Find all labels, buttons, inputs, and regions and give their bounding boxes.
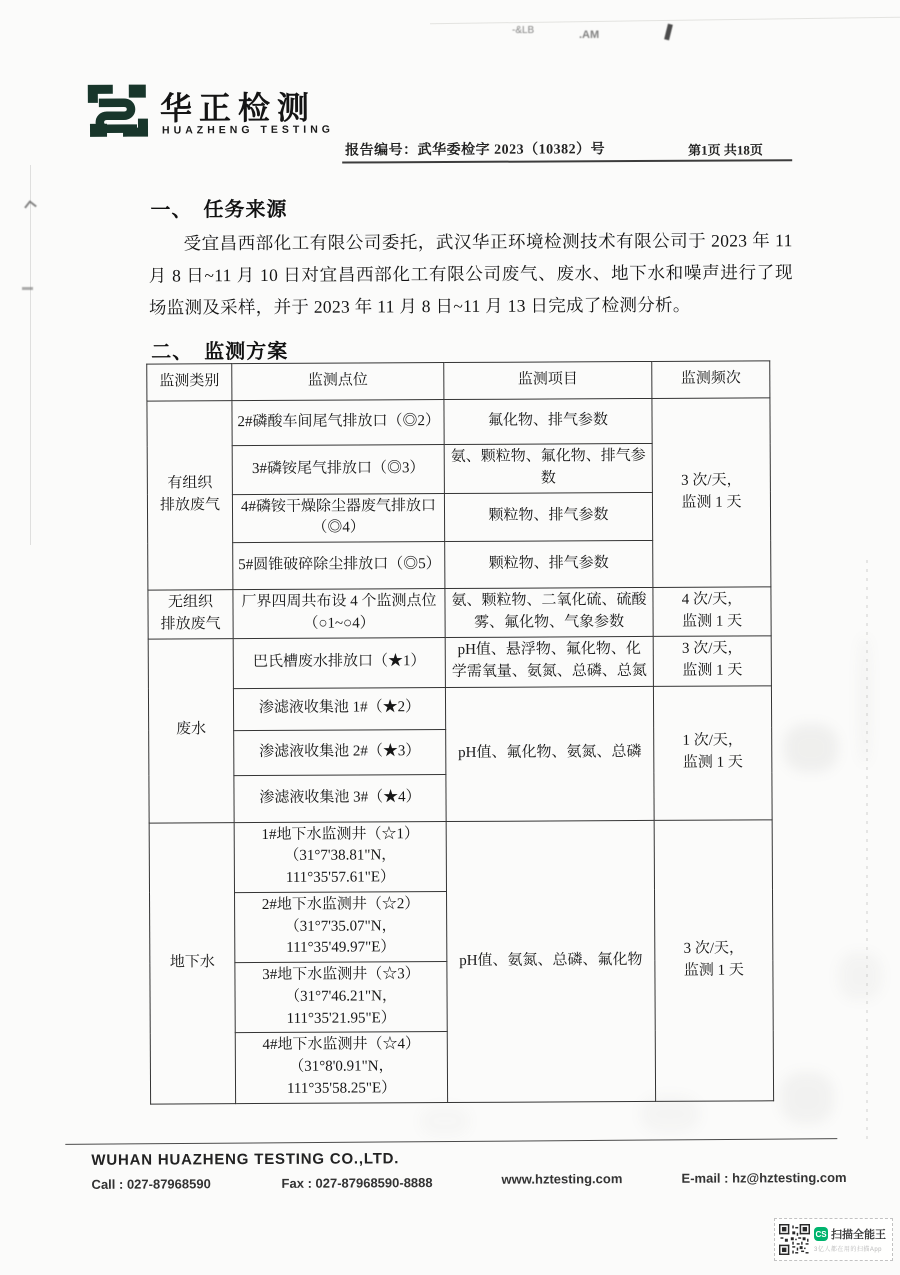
camscanner-subtitle: 3亿人都在用的扫描App	[814, 1247, 883, 1253]
cell-point-leachate3: 渗滤液收集池 3#（★4）	[234, 774, 446, 822]
bleedthrough-fragment: .AM	[579, 29, 600, 41]
qr-code	[779, 1224, 810, 1255]
header-rule	[342, 159, 792, 163]
footer-rule	[65, 1138, 837, 1145]
table-row	[149, 819, 772, 893]
section2-heading: 二、 监测方案	[151, 340, 289, 364]
scan-smudge	[420, 1105, 470, 1137]
cell-point-well2: 2#地下水监测井（☆2） （31°7'35.07"N，111°35'49.97"E）	[235, 891, 447, 962]
cell-point-well4: 4#地下水监测井（☆4） （31°8'0.91"N，111°35'58.25"E）	[235, 1032, 447, 1103]
cell-point-leachate1: 渗滤液收集池 1#（★2）	[233, 687, 445, 730]
cell-point-well3: 3#地下水监测井（☆3） （31°7'46.21"N，111°35'21.95"E）	[235, 962, 447, 1033]
cell-freq-organized: 3 次/天， 监测 1 天	[652, 398, 771, 588]
cell-items-2-phosphoric: 氟化物、排气参数	[444, 398, 652, 444]
cell-freq-unorganized: 4 次/天， 监测 1 天	[653, 587, 771, 636]
cell-point-2-phosphoric: 2#磷酸车间尾气排放口（◎2）	[232, 400, 444, 446]
scan-smudge	[838, 952, 882, 1000]
footer-email: E-mail : hz@hztesting.com	[681, 1169, 847, 1186]
stray-mark	[22, 287, 33, 290]
cell-items-leachate: pH值、氟化物、氨氮、总磷	[445, 686, 654, 821]
table-row	[148, 587, 771, 639]
cell-point-leachate2: 渗滤液收集池 2#（★3）	[234, 729, 446, 775]
cell-freq-wells: 3 次/天， 监测 1 天	[654, 819, 773, 1101]
camscanner-title: 扫描全能王	[831, 1229, 886, 1241]
col-header-item: 监测项目	[444, 361, 652, 399]
cell-category-wastewater: 废水	[148, 638, 234, 822]
cell-point-boundary: 厂界四周共布设 4 个监测点位 （○1~○4）	[233, 589, 445, 639]
section1-paragraph: 受宜昌西部化工有限公司委托，武汉华正环境检测技术有限公司于 2023 年 11 月 8 日~11 月 10 日对宜昌西部化工有限公司废气、废水、地下水和噪声进行了现场监测及采样，并于 2023 年 11 月 8 日~11 月 13 日完成了检测分析。	[148, 230, 793, 318]
cell-point-5-crusher: 5#圆锥破碎除尘排放口（◎5）	[233, 542, 445, 590]
col-header-category: 监测类别	[147, 364, 232, 401]
scan-smudge	[640, 1095, 700, 1133]
huazheng-logo-icon	[86, 82, 150, 140]
monitoring-plan-table	[146, 360, 774, 1104]
scan-smudge	[780, 1072, 834, 1124]
cell-freq-pasteur: 3 次/天， 监测 1 天	[653, 635, 771, 686]
footer-website: www.hztesting.com	[501, 1171, 623, 1187]
cell-items-boundary: 氨、颗粒物、二氧化硫、硫酸雾、氟化物、气象参数	[445, 587, 653, 637]
table-row	[147, 398, 770, 446]
scan-smudge	[784, 724, 838, 772]
cell-category-groundwater: 地下水	[149, 822, 235, 1103]
footer-phone: Call : 027-87968590	[91, 1176, 211, 1192]
cell-point-4-dryer: 4#磷铵干燥除尘器废气排放口 （◎4）	[232, 493, 444, 543]
cell-point-3-ammonium: 3#磷铵尾气排放口（◎3）	[232, 445, 444, 495]
section1-heading: 一、 任务来源	[150, 198, 288, 222]
bleedthrough-fragment: -&LB	[512, 25, 535, 36]
report-number: 报告编号：武华委检字 2023（10382）号	[345, 142, 606, 159]
cell-freq-leachate: 1 次/天， 监测 1 天	[653, 685, 772, 820]
cell-category-unorganized: 无组织 排放废气	[148, 590, 233, 639]
footer-fax: Fax : 027-87968590-8888	[281, 1175, 433, 1191]
table-row	[148, 635, 771, 688]
cell-point-well1: 1#地下水监测井（☆1） （31°7'38.81"N，111°35'57.61"E）	[234, 821, 446, 892]
company-name: WUHAN HUAZHENG TESTING CO.,LTD.	[91, 1150, 400, 1169]
scan-artifact-strip	[866, 560, 868, 1140]
table-row	[148, 685, 771, 730]
cell-category-organized: 有组织 排放废气	[147, 401, 233, 590]
camscanner-watermark	[774, 1218, 893, 1261]
page-number: 第1页 共18页	[688, 142, 763, 158]
cell-items-wells: pH值、氨氮、总磷、氟化物	[446, 820, 655, 1102]
page-edge-line	[30, 165, 31, 545]
cell-items-4-dryer: 颗粒物、排气参数	[444, 492, 652, 542]
col-header-frequency: 监测频次	[652, 361, 770, 399]
cell-items-3-ammonium: 氨、颗粒物、氟化物、排气参数	[444, 443, 652, 493]
scan-smudge	[858, 636, 871, 764]
logo-english-text: HUAZHENG TESTING	[161, 123, 334, 137]
cell-items-5-crusher: 颗粒物、排气参数	[445, 540, 653, 588]
col-header-point: 监测点位	[232, 363, 444, 401]
cell-items-pasteur: pH值、悬浮物、氟化物、化学需氧量、氨氮、总磷、总氮	[445, 636, 653, 687]
logo-chinese-text: 华正检测	[159, 89, 317, 127]
cell-point-pasteur: 巴氏槽废水排放口（★1）	[233, 637, 445, 688]
table-header-row	[147, 361, 770, 401]
camscanner-cs-icon: CS	[814, 1227, 828, 1241]
